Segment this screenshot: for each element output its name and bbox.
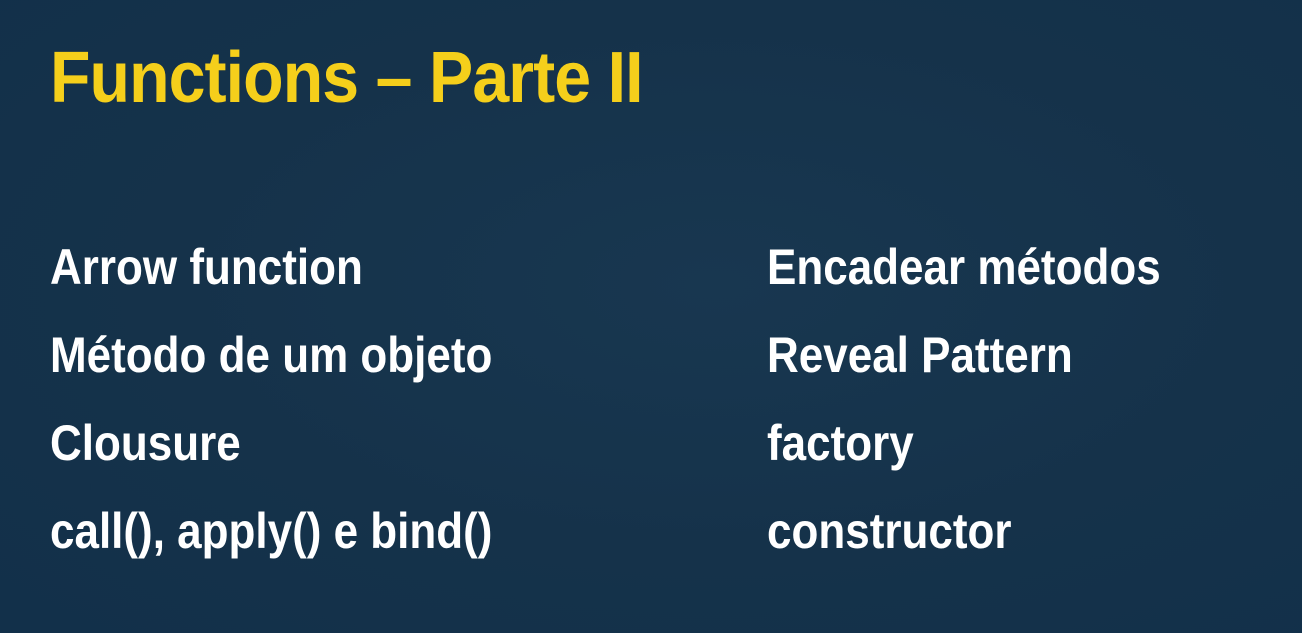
slide-title: Functions – Parte II [50, 38, 643, 118]
topic-list-left [50, 223, 553, 575]
topic-item: call(), apply() e bind() [50, 503, 493, 559]
topic-item: Clousure [50, 415, 241, 471]
topic-item: Método de um objeto [50, 327, 493, 383]
topic-item: factory [767, 415, 914, 471]
topic-item: constructor [767, 503, 1012, 559]
topic-item: Reveal Pattern [767, 327, 1073, 383]
topic-item: Arrow function [50, 239, 363, 295]
topic-list-right [767, 223, 1214, 575]
topic-item: Encadear métodos [767, 239, 1161, 295]
